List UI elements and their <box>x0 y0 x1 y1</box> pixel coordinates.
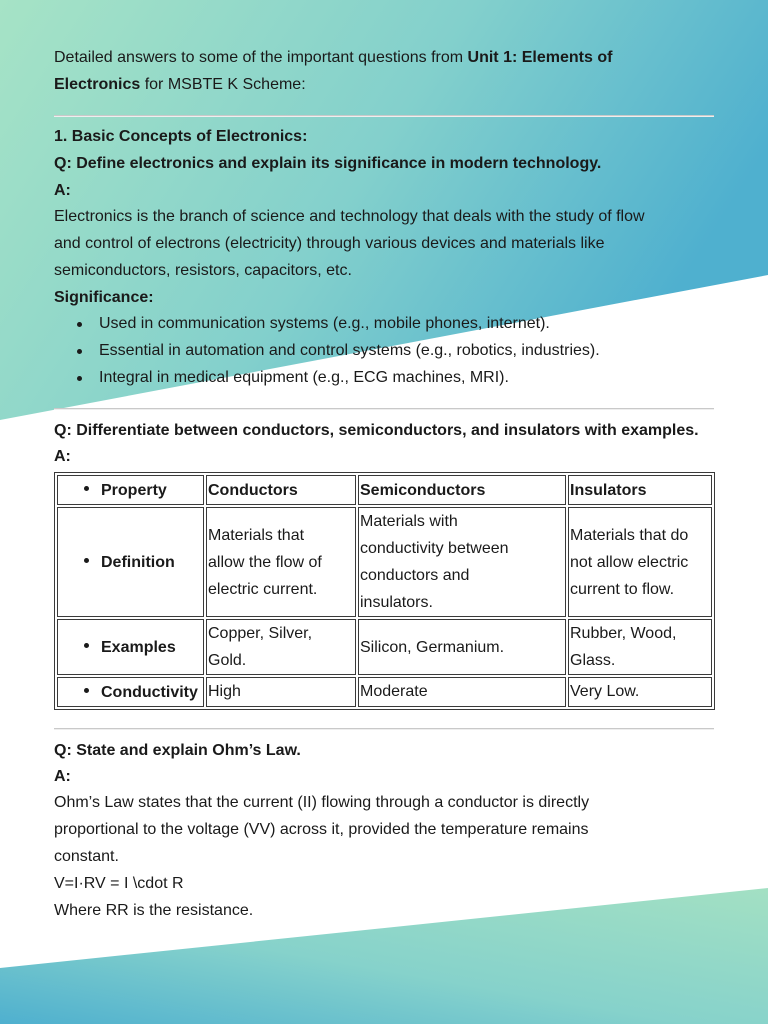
answer-3-line-1: Ohm’s Law states that the current (II) flowing through a conductor is directly <box>54 794 590 811</box>
table-row <box>57 677 712 707</box>
table-row-key: Conductivity <box>57 677 204 707</box>
bullet-item: Essential in automation and control systems (e.g., robotics, industries). <box>99 342 600 359</box>
answer-label-1: A: <box>54 182 71 199</box>
intro-unit-title-cont: Electronics <box>54 76 141 93</box>
divider <box>54 115 714 117</box>
answer-label-2: A: <box>54 448 71 465</box>
table-cell: Copper, Silver, Gold. <box>206 619 356 675</box>
bullet-item: Used in communication systems (e.g., mobile phones, internet). <box>99 315 550 332</box>
divider <box>54 408 714 410</box>
table-header-cell: Property <box>57 475 204 505</box>
divider <box>54 728 714 730</box>
table-cell: Moderate <box>358 677 566 707</box>
table-cell: Materials that allow the flow of electric current. <box>206 507 356 617</box>
answer-label-3: A: <box>54 768 71 785</box>
table-cell: Materials that do not allow electric current to flow. <box>568 507 712 617</box>
table-cell: High <box>206 677 356 707</box>
answer-3-line-2: proportional to the voltage (VV) across it, provided the temperature remains <box>54 821 589 838</box>
table-row <box>57 507 712 617</box>
answer-1-line-3: semiconductors, resistors, capacitors, etc. <box>54 262 352 279</box>
table-row-key: Examples <box>57 619 204 675</box>
bullet-dot <box>77 376 82 381</box>
question-3: Q: State and explain Ohm’s Law. <box>54 742 301 759</box>
question-2: Q: Differentiate between conductors, semiconductors, and insulators with examples. <box>54 422 699 439</box>
resistance-note: Where RR is the resistance. <box>54 902 254 919</box>
bullet-item: Integral in medical equipment (e.g., ECG machines, MRI). <box>99 369 509 386</box>
answer-1-line-1: Electronics is the branch of science and technology that deals with the study of flow <box>54 208 645 225</box>
table-row-key: Definition <box>57 507 204 617</box>
table-header-cell: Conductors <box>206 475 356 505</box>
table-row <box>57 619 712 675</box>
bullet-dot <box>77 322 82 327</box>
bullet-dot <box>77 349 82 354</box>
intro-unit-title: Unit 1: Elements of <box>467 49 613 66</box>
ohms-law-formula: V=I·RV = I \cdot R <box>54 875 184 892</box>
answer-1-line-2: and control of electrons (electricity) through various devices and materials like <box>54 235 605 252</box>
table-cell: Materials with conductivity between conductors and insulators. <box>358 507 566 617</box>
question-1: Q: Define electronics and explain its significance in modern technology. <box>54 155 602 172</box>
table-cell: Very Low. <box>568 677 712 707</box>
intro-prefix: Detailed answers to some of the important questions from <box>54 49 468 66</box>
intro-line-1 <box>54 44 612 71</box>
table-cell: Rubber, Wood, Glass. <box>568 619 712 675</box>
significance-label: Significance: <box>54 289 154 306</box>
intro-line-2 <box>54 71 306 98</box>
section-heading: 1. Basic Concepts of Electronics: <box>54 128 308 145</box>
answer-3-line-3: constant. <box>54 848 119 865</box>
intro-suffix: for MSBTE K Scheme: <box>140 76 306 93</box>
comparison-table <box>54 472 715 710</box>
table-header-row <box>57 475 712 505</box>
table-header-cell: Semiconductors <box>358 475 566 505</box>
table-cell: Silicon, Germanium. <box>358 619 566 675</box>
table-header-cell: Insulators <box>568 475 712 505</box>
